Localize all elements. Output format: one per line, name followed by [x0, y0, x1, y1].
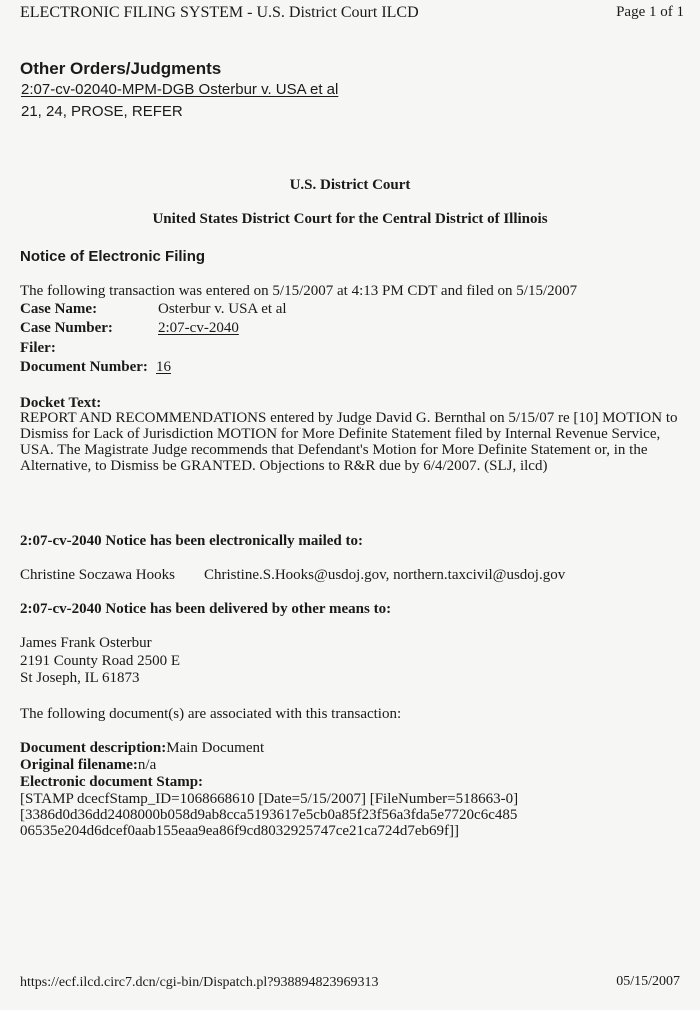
- case-link[interactable]: 2:07-cv-02040-MPM-DGB Osterbur v. USA et al: [21, 81, 339, 98]
- delivered-name: James Frank Osterbur: [20, 635, 152, 651]
- court-name: U.S. District Court: [289, 177, 411, 193]
- documents-intro: The following document(s) are associated with this transaction:: [20, 706, 402, 722]
- stamp-line: [3386d0d36dd2408000b058d9ab8cca5193617e5cb0a85f23f56a3fda5e7720c6c485: [20, 807, 518, 823]
- stamp-line: 06535e204d6dcef0aab155eaa9ea86f9cd8032925747ce21ca724d7eb69f]]: [20, 823, 459, 839]
- case-name-value: Osterbur v. USA et al: [158, 301, 287, 317]
- case-number-link[interactable]: 2:07-cv-2040: [158, 320, 239, 336]
- page-indicator: Page 1 of 1: [616, 4, 684, 20]
- doc-category-heading: Other Orders/Judgments: [20, 59, 222, 78]
- stamp-label: Electronic document Stamp:: [20, 774, 204, 790]
- delivered-address-line: 2191 County Road 2500 E: [20, 653, 180, 669]
- document-number-link[interactable]: 16: [156, 359, 171, 375]
- case-number-label: Case Number:: [20, 320, 113, 336]
- filer-label: Filer:: [20, 340, 56, 356]
- notice-title: Notice of Electronic Filing: [20, 248, 206, 265]
- case-flags: 21, 24, PROSE, REFER: [21, 103, 183, 120]
- emailed-heading: 2:07-cv-2040 Notice has been electronically mailed to:: [20, 533, 363, 549]
- delivered-city-line: St Joseph, IL 61873: [20, 670, 140, 686]
- docket-text-label: Docket Text:: [20, 395, 102, 411]
- electronic-stamp-block: [20, 791, 680, 839]
- delivered-heading: 2:07-cv-2040 Notice has been delivered by other means to:: [20, 601, 392, 617]
- original-filename-row: [20, 757, 156, 774]
- stamp-line: [STAMP dcecfStamp_ID=1068668610 [Date=5/15/2007] [FileNumber=518663-0]: [20, 791, 519, 807]
- emailed-recipient-emails: Christine.S.Hooks@usdoj.gov, northern.taxcivil@usdoj.gov: [204, 567, 566, 583]
- print-footer-date: 05/15/2007: [616, 974, 680, 989]
- transaction-intro: The following transaction was entered on 5/15/2007 at 4:13 PM CDT and filed on 5/15/2007: [20, 283, 578, 299]
- document-description-label: Document description:: [20, 740, 167, 756]
- document-description-row: [20, 740, 264, 757]
- original-filename-value: n/a: [137, 757, 157, 773]
- print-header-title: ELECTRONIC FILING SYSTEM - U.S. District Court ILCD: [20, 4, 419, 21]
- docket-text-body: REPORT AND RECOMMENDATIONS entered by Judge David G. Bernthal on 5/15/07 re [10] MOTION to Dismiss for Lack of Jurisdiction MOTION for More Definite Statement filed by Internal Revenue Service, USA. The Magistrate Judge recommends that Defendant's Motion for More Definite Statement or, in the Alternative, to Dismiss be GRANTED. Objections to R&R due by 6/4/2007. (SLJ, ilcd): [20, 410, 678, 474]
- case-name-label: Case Name:: [20, 301, 98, 317]
- document-number-label: Document Number:: [20, 359, 148, 375]
- document-description-value: Main Document: [166, 740, 265, 756]
- emailed-recipient-name: Christine Soczawa Hooks: [20, 567, 175, 583]
- original-filename-label: Original filename:: [20, 757, 138, 773]
- court-district: United States District Court for the Central District of Illinois: [152, 211, 548, 227]
- print-footer-url: https://ecf.ilcd.circ7.dcn/cgi-bin/Dispatch.pl?938894823969313: [20, 975, 379, 990]
